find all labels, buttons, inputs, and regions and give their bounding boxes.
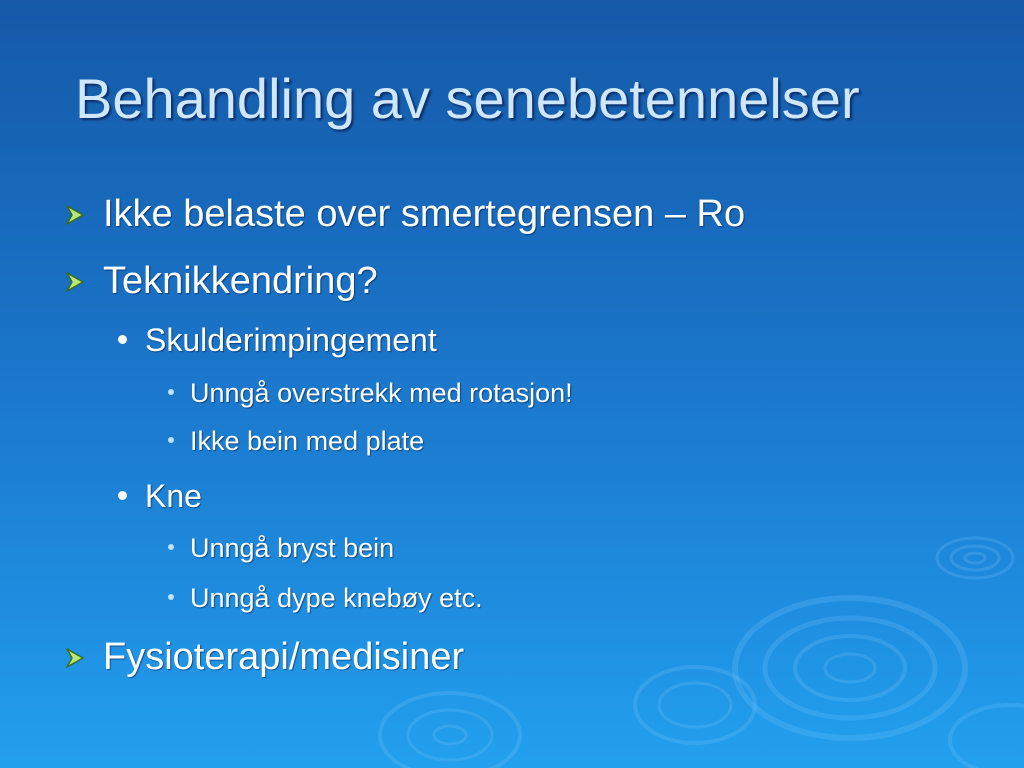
bullet-text: Kne: [145, 478, 202, 514]
bullet-text: Ikke belaste over smertegrensen – Ro: [103, 193, 746, 235]
sub-sub-bullet-item: [190, 376, 573, 410]
small-dot-icon: [168, 389, 174, 395]
small-dot-icon: [168, 544, 174, 550]
sub-sub-bullet-item: [190, 531, 394, 565]
dot-icon: [118, 335, 127, 344]
bullet-item: [103, 191, 745, 237]
sub-sub-bullet-item: [190, 581, 483, 615]
sub-sub-bullet-item: [190, 424, 424, 458]
bullet-text: Teknikkendring?: [103, 260, 378, 302]
bullet-text: Ikke bein med plate: [190, 426, 425, 456]
slide-title: Behandling av senebetennelser: [75, 67, 860, 130]
small-dot-icon: [168, 594, 174, 600]
bullet-item: [103, 258, 378, 304]
arrow-right-icon: [63, 203, 87, 227]
arrow-right-icon: [63, 270, 87, 294]
bullet-text: Unngå overstrekk med rotasjon!: [190, 378, 573, 408]
small-dot-icon: [168, 437, 174, 443]
sub-bullet-item: [145, 476, 202, 516]
sub-bullet-item: [145, 320, 437, 360]
bullet-text: Unngå dype knebøy etc.: [190, 583, 483, 613]
bullet-item: [103, 634, 464, 680]
bullet-text: Unngå bryst bein: [190, 533, 395, 563]
bullet-text: Skulderimpingement: [145, 322, 437, 358]
arrow-right-icon: [63, 646, 87, 670]
dot-icon: [118, 491, 127, 500]
bullet-text: Fysioterapi/medisiner: [103, 636, 465, 678]
